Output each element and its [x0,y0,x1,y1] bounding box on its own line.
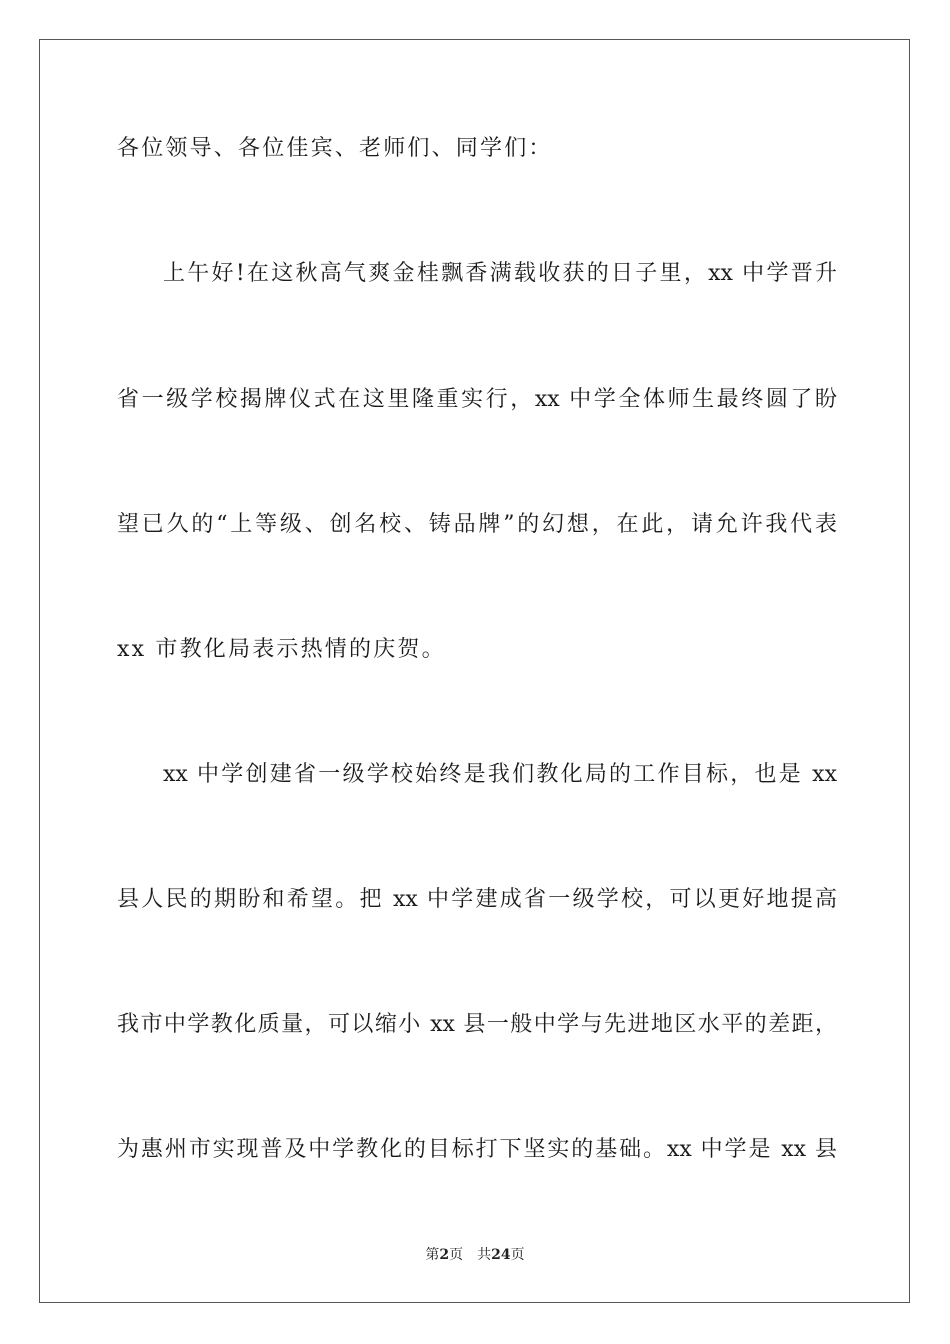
total-page-number: 24 [491,1247,511,1263]
footer-total-prefix: 共 [477,1247,492,1263]
paragraph-1-line-4: xx 市教化局表示热情的庆贺。 [117,637,446,662]
salutation-line: 各位领导、各位佳宾、老师们、同学们： [117,136,553,161]
footer-total-suffix: 页 [510,1247,525,1263]
paragraph-2-line-1: xx 中学创建省一级学校始终是我们教化局的工作目标，也是 xx [163,762,837,787]
footer-page-suffix: 页 [449,1247,464,1263]
current-page-number: 2 [439,1247,450,1263]
paragraph-2-line-2: 县人民的期盼和希望。把 xx 中学建成省一级学校，可以更好地提高 [117,887,837,912]
paragraph-2-line-3: 我市中学教化质量，可以缩小 xx 县一般中学与先进地区水平的差距， [117,1012,837,1037]
page-border [39,39,910,1303]
footer-page-prefix: 第 [425,1247,440,1263]
paragraph-1-line-3: 望已久的“上等级、创名校、铸品牌”的幻想，在此，请允许我代表 [117,512,837,537]
page-footer [0,1245,950,1265]
paragraph-2-line-4: 为惠州市实现普及中学教化的目标打下坚实的基础。xx 中学是 xx 县 [117,1137,837,1162]
paragraph-1-line-2: 省一级学校揭牌仪式在这里隆重实行，xx 中学全体师生最终圆了盼 [117,387,837,412]
paragraph-1-line-1: 上午好!在这秋高气爽金桂飘香满载收获的日子里，xx 中学晋升 [163,261,837,286]
